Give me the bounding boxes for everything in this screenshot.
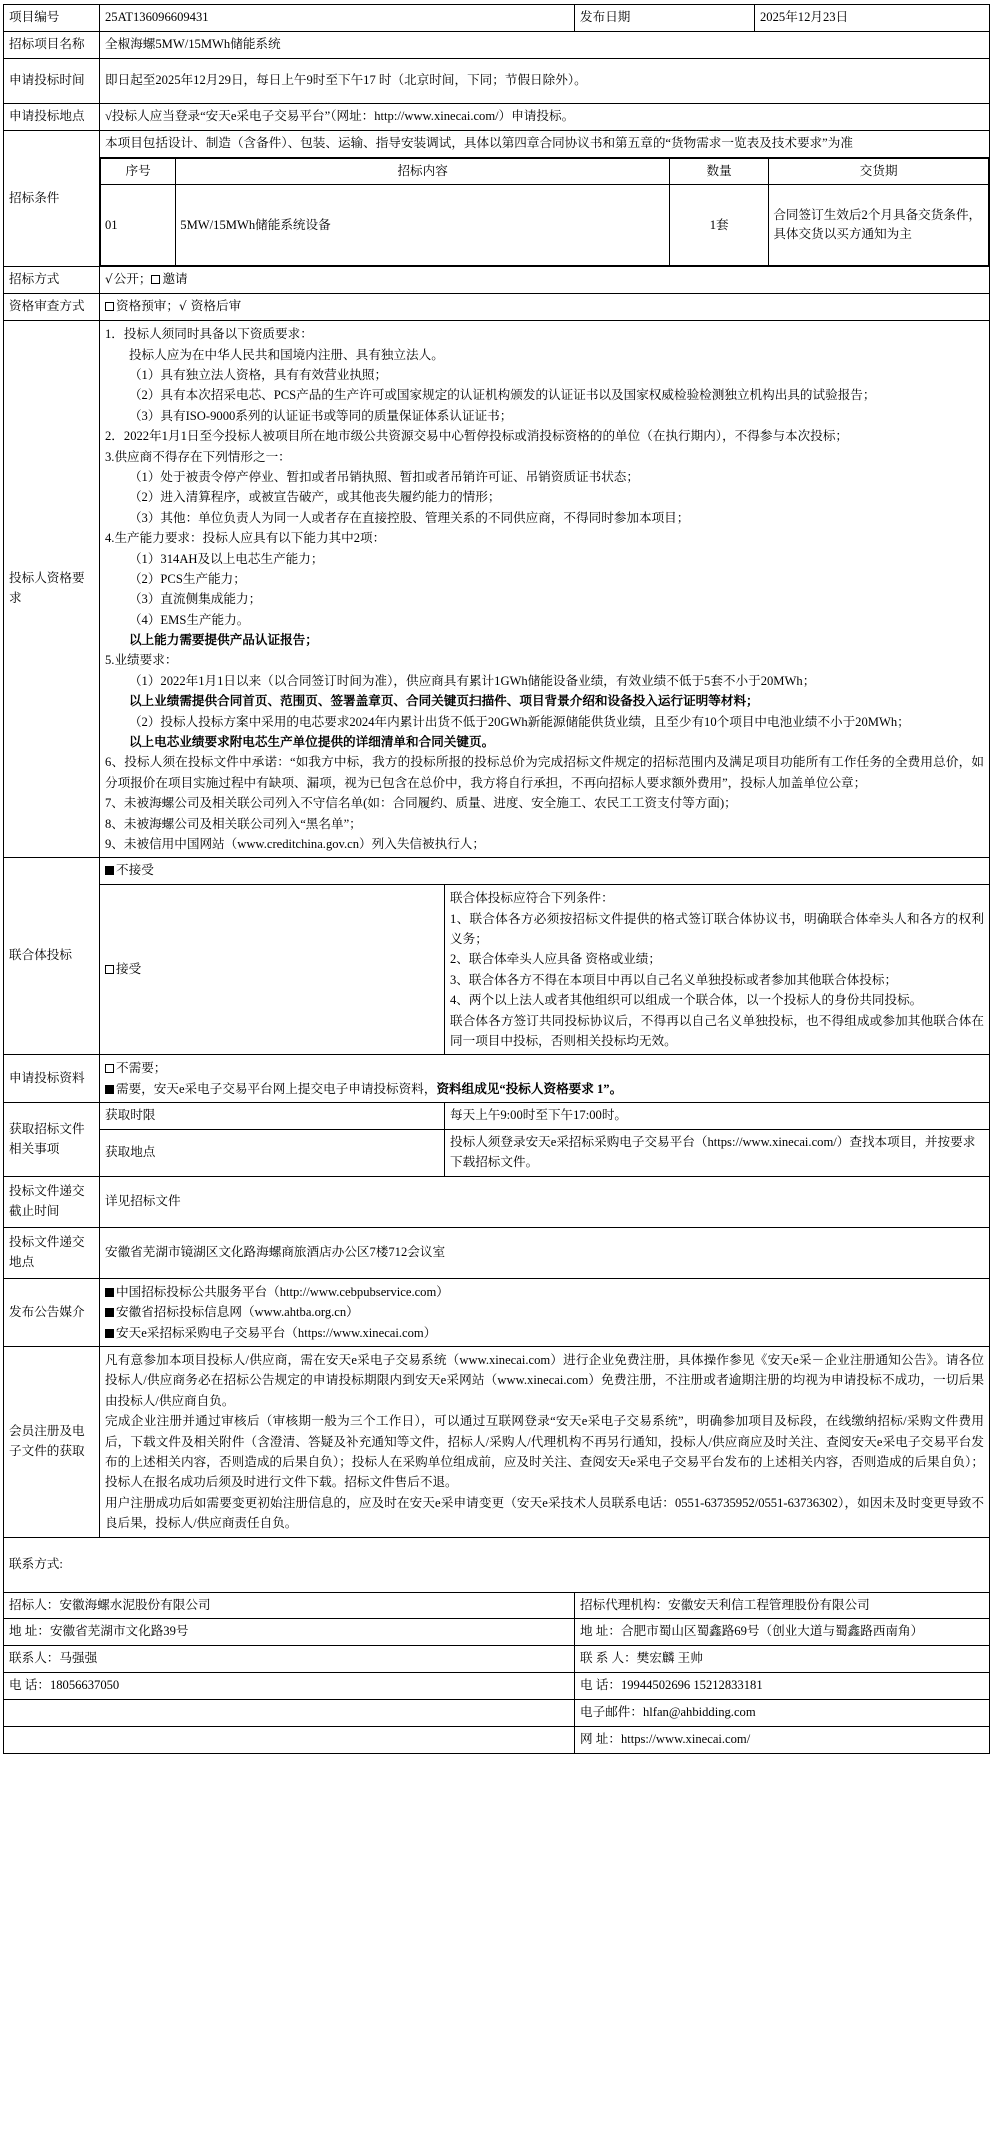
get-doc-time-label: 获取时限 <box>100 1103 445 1130</box>
contact-left-blank-2 <box>4 1727 575 1754</box>
checkbox-prequalification[interactable] <box>105 302 114 311</box>
qualification-item: 5.业绩要求： <box>105 653 178 668</box>
member-reg-paragraph: 用户注册成功后如需要变更初始注册信息的，应及时在安天e采申请变更（安天e采技术人员联系电话：0551-63735952/0551-63736302），如因未及时变更导致不良后果，投标人/供应商责任自负。 <box>105 1495 984 1531</box>
col-header-content: 招标内容 <box>176 158 670 185</box>
table-row-contact-org <box>4 1592 990 1619</box>
apply-docs-yes-bold: 资料组成见“投标人资格要求 1”。 <box>436 1081 623 1096</box>
qual-review-post-label: 资格后审 <box>190 299 242 314</box>
tender-item-qty: 1套 <box>669 185 768 266</box>
table-row-project-name <box>4 31 990 58</box>
table-row-joint-bidding-accept <box>4 885 990 1055</box>
qualification-item: （2）PCS生产能力； <box>128 571 246 586</box>
table-row-apply-time <box>4 58 990 103</box>
table-row-get-doc-place <box>4 1130 990 1177</box>
member-reg-paragraphs <box>105 1350 984 1534</box>
qualification-item: （1）处于被责令停产停业、暂扣或者吊销执照、暂扣或者吊销许可证、吊销资质证书状态； <box>128 469 639 484</box>
media-list <box>105 1282 984 1343</box>
joint-bidding-reject-cell <box>100 858 990 885</box>
checkbox-media-selected[interactable] <box>105 1308 114 1317</box>
joint-condition-item: 3、联合体各方不得在本项目中再以自己名义单独投标或者参加其他联合体投标； <box>450 972 898 987</box>
checkbox-docs-needed[interactable] <box>105 1085 114 1094</box>
member-reg-cell <box>100 1347 990 1538</box>
joint-condition-item: 4、两个以上法人或者其他组织可以组成一个联合体，以一个投标人的身份共同投标。 <box>450 993 923 1008</box>
project-no-value: 25AT136096609431 <box>100 5 575 32</box>
table-row-submit-deadline <box>4 1176 990 1227</box>
contact-left-person <box>4 1646 575 1673</box>
qualification-item: 7、未被海螺公司及相关联公司列入不守信名单(如：合同履约、质量、进度、安全施工、农民工工资支付等方面)； <box>105 796 737 811</box>
qualification-item: 3.供应商不得存在下列情形之一： <box>105 449 291 464</box>
qualification-item: （1）314AH及以上电芯生产能力； <box>128 551 324 566</box>
contact-left-org <box>4 1592 575 1619</box>
publish-date-value: 2025年12月23日 <box>755 5 990 32</box>
submit-place-value: 安徽省芜湖市镜湖区文化路海螺商旅酒店办公区7楼712会议室 <box>100 1227 990 1278</box>
tender-method-value <box>100 267 990 294</box>
table-row-contact-phone <box>4 1673 990 1700</box>
media-item <box>105 1282 984 1302</box>
contact-left-blank-1 <box>4 1700 575 1727</box>
col-header-no: 序号 <box>101 158 176 185</box>
table-row-member-reg <box>4 1347 990 1538</box>
tender-announcement-table <box>3 4 990 1754</box>
table-row-contact-person <box>4 1646 990 1673</box>
contact-left-phone-value: 18056637050 <box>49 1678 120 1693</box>
tender-item-no: 01 <box>101 185 176 266</box>
contact-left-phone-label: 电 话： <box>9 1678 50 1693</box>
media-item-label: 中国招标投标公共服务平台（http://www.cebpubservice.com） <box>116 1284 449 1299</box>
checkbox-invite[interactable] <box>151 275 160 284</box>
qualification-item: 9、未被信用中国网站（www.creditchina.gov.cn）列入失信被执行人； <box>105 837 485 851</box>
qualification-item: 以上能力需要提供产品认证报告； <box>128 633 318 648</box>
qualification-item: （1）具有独立法人资格，具有有效营业执照； <box>128 368 388 383</box>
table-row-qual-review <box>4 294 990 321</box>
joint-bidding-conditions-cell <box>445 885 990 1055</box>
qualification-item: （2）具有本次招采电芯、PCS产品的生产许可或国家规定的认证机构颁发的认证证书以及国家权威检验检测独立机构出具的试验报告； <box>128 388 876 403</box>
col-header-qty: 数量 <box>669 158 768 185</box>
bidder-qualification-list <box>105 324 984 854</box>
qualification-item: 以上业绩需提供合同首页、范围页、签署盖章页、合同关键页扫描件、项目背景介绍和设备投入运行证明等材料； <box>128 694 759 709</box>
tender-conditions-intro: 本项目包括设计、制造（含备件）、包装、运输、指导安装调试，具体以第四章合同协议书和第五章的“货物需求一览表及技术要求”为准 <box>100 131 989 158</box>
qual-review-label: 资格审查方式 <box>4 294 100 321</box>
table-row-apply-docs <box>4 1055 990 1103</box>
tender-method-invite-label: 邀请 <box>162 272 188 287</box>
qualification-item: （2）进入清算程序，或被宣告破产，或其他丧失履约能力的情形； <box>128 490 501 505</box>
submit-deadline-value: 详见招标文件 <box>100 1176 990 1227</box>
table-row-apply-place <box>4 103 990 130</box>
tender-item-delivery: 合同签订生效后2个月具备交货条件，具体交货以买方通知为主 <box>769 185 989 266</box>
table-row-tender-method <box>4 267 990 294</box>
contact-right-person-value: 樊宏麟 王帅 <box>636 1651 703 1666</box>
apply-docs-yes-line <box>105 1079 984 1099</box>
member-reg-paragraph: 完成企业注册并通过审核后（审核期一般为三个工作日），可以通过互联网登录“安天e采电子交易系统”，明确参加项目及标段，在线缴纳招标/采购文件费用后，下载文件及相关附件（含澄清、答疑及补充通知等文件，招标人/采购人/代理机构不再另行通知，投标人/供应商应及时关注、查阅安天e采电子交易平台发布的上述相关内容，否则造成的后果自负）；投标人在采购单位组成前，应及时关注、查阅安天e采电子交易平台发布的上述相关内容，否则造成的后果自负）；投标人在报名成功后须及时进行文件下载。招标文件售后不退。 <box>105 1414 984 1490</box>
table-row-submit-place <box>4 1227 990 1278</box>
tender-method-open-label: 公开； <box>113 272 152 287</box>
contact-right-person <box>575 1646 990 1673</box>
submit-place-label: 投标文件递交地点 <box>4 1227 100 1278</box>
apply-docs-no-line <box>105 1058 984 1078</box>
qualification-item: （3）直流侧集成能力； <box>128 592 262 607</box>
table-row-get-doc-time <box>4 1103 990 1130</box>
apply-docs-yes-prefix: 需要，安天e采电子交易平台网上提交电子申请投标资料， <box>116 1081 437 1096</box>
media-item-label: 安天e采招标采购电子交易平台（https://www.xinecai.com） <box>116 1325 437 1340</box>
qualification-item: （3）其他：单位负责人为同一人或者存在直接控股、管理关系的不同供应商，不得同时参加本项目； <box>128 510 690 525</box>
qualification-item: 6、投标人须在投标文件中承诺：“如我方中标，我方的投标所报的投标总价为完成招标文件规定的招标范围内及满足项目功能所有工作任务的全费用总价，如分项报价在项目实施过程中有缺项、漏项，视为已包含在总价中，我方将自行承担，不再向招标人要求额外费用”，投标人加盖单位公章； <box>105 755 984 790</box>
joint-accept-label: 接受 <box>116 961 142 976</box>
qualification-item: 2．2022年1月1日至今投标人被项目所在地市级公共资源交易中心暂停投标或消投标资格的的单位（在执行期内），不得参与本次投标； <box>105 429 849 444</box>
qualification-item: 以上电芯业绩要求附电芯生产单位提供的详细清单和合同关键页。 <box>128 735 495 750</box>
apply-time-value: 即日起至2025年12月29日，每日上午9时至下午17 时（北京时间，下同；节假日除外）。 <box>100 58 990 103</box>
col-header-delivery: 交货期 <box>769 158 989 185</box>
tender-conditions-label: 招标条件 <box>4 130 100 267</box>
get-doc-place-value: 投标人须登录安天e采招标采购电子交易平台（https://www.xinecai.com/）查找本项目，并按要求下载招标文件。 <box>445 1130 990 1177</box>
contact-right-email-value: hlfan@ahbidding.com <box>642 1705 756 1720</box>
joint-conditions-list <box>450 888 984 1051</box>
media-item <box>105 1323 984 1343</box>
check-tick-icon: √ <box>105 272 113 287</box>
tender-item-row <box>101 185 989 266</box>
table-row-bidder-qualification <box>4 321 990 858</box>
contact-right-address-label: 地 址： <box>580 1624 621 1639</box>
get-doc-place-label: 获取地点 <box>100 1130 445 1177</box>
qualification-item: 1．投标人须同时具备以下资质要求： <box>105 327 313 342</box>
checkbox-joint-reject[interactable] <box>105 866 114 875</box>
contact-right-org <box>575 1592 990 1619</box>
get-doc-label: 获取招标文件相关事项 <box>4 1103 100 1177</box>
checkbox-docs-not-needed[interactable] <box>105 1064 114 1073</box>
contact-right-person-label: 联 系 人： <box>580 1651 637 1666</box>
get-doc-time-value: 每天上午9:00时至下午17:00时。 <box>445 1103 990 1130</box>
joint-bidding-label: 联合体投标 <box>4 858 100 1055</box>
project-no-label: 项目编号 <box>4 5 100 32</box>
contact-left-phone <box>4 1673 575 1700</box>
apply-time-label: 申请投标时间 <box>4 58 100 103</box>
joint-condition-item: 1、联合体各方必须按招标文件提供的格式签订联合体协议书，明确联合体牵头人和各方的权利义务； <box>450 911 984 947</box>
media-item <box>105 1302 984 1322</box>
publish-date-label: 发布日期 <box>575 5 755 32</box>
media-cell <box>100 1278 990 1346</box>
joint-condition-item: 2、联合体牵头人应具备 资格或业绩； <box>450 952 661 967</box>
contact-right-phone-value: 19944502696 15212833181 <box>620 1678 763 1693</box>
contact-left-address-label: 地 址： <box>9 1624 50 1639</box>
checkbox-media-selected[interactable] <box>105 1288 114 1297</box>
media-label: 发布公告媒介 <box>4 1278 100 1346</box>
table-row-contact-email <box>4 1700 990 1727</box>
project-name-value: 全椒海螺5MW/15MWh储能系统 <box>100 31 990 58</box>
table-row-contact-website <box>4 1727 990 1754</box>
apply-place-value: √投标人应当登录“安天e采电子交易平台”（网址：http://www.xinecai.com/）申请投标。 <box>100 103 990 130</box>
tender-item-content: 5MW/15MWh储能系统设备 <box>176 185 670 266</box>
qualification-item: 8、未被海螺公司及相关联公司列入“黑名单”； <box>105 816 362 831</box>
apply-docs-label: 申请投标资料 <box>4 1055 100 1103</box>
tender-conditions-cell <box>100 130 990 267</box>
contact-left-person-value: 马强强 <box>59 1651 98 1666</box>
contact-right-website-value: https://www.xinecai.com/ <box>620 1732 751 1746</box>
table-row-project-no <box>4 5 990 32</box>
contact-left-person-label: 联系人： <box>9 1651 60 1666</box>
qualification-item: （3）具有ISO-9000系列的认证证书或等同的质量保证体系认证证书； <box>128 408 513 423</box>
table-row-media <box>4 1278 990 1346</box>
check-tick-icon: √ <box>178 299 187 314</box>
contact-right-org-label: 招标代理机构： <box>580 1597 669 1612</box>
contact-right-phone-label: 电 话： <box>580 1678 621 1693</box>
contact-left-address-value: 安徽省芜湖市文化路39号 <box>49 1624 189 1639</box>
project-name-label: 招标项目名称 <box>4 31 100 58</box>
qualification-item: （4）EMS生产能力。 <box>128 612 250 627</box>
joint-reject-label: 不接受 <box>116 863 154 878</box>
contact-right-email-label: 电子邮件： <box>580 1705 643 1720</box>
contact-right-address-value: 合肥市蜀山区蜀鑫路69号（创业大道与蜀鑫路西南角） <box>620 1624 924 1639</box>
table-row-tender-conditions <box>4 130 990 267</box>
apply-docs-cell <box>100 1055 990 1103</box>
qualification-item: （2）投标人投标方案中采用的电芯要求2024年内累计出货不低于20GWh新能源储能供货业绩，且至少有10个项目中电池业绩不小于20MWh； <box>128 714 910 729</box>
tender-items-table <box>100 158 989 267</box>
checkbox-media-selected[interactable] <box>105 1329 114 1338</box>
member-reg-paragraph: 凡有意参加本项目投标人/供应商，需在安天e采电子交易系统（www.xinecai.com）进行企业免费注册，具体操作参见《安天e采－企业注册通知公告》。请各位投标人/供应商务必在招标公告规定的申请投标期限内到安天e采网站（www.xinecai.com）免费注册，不注册或者逾期注册的均视为申请投标不成功，一切后果由投标人/供应商自负。 <box>105 1353 984 1408</box>
contact-left-org-label: 招标人： <box>9 1597 60 1612</box>
qual-review-pre-label: 资格预审； <box>116 299 179 314</box>
submit-deadline-label: 投标文件递交截止时间 <box>4 1176 100 1227</box>
media-item-label: 安徽省招标投标信息网（www.ahtba.org.cn） <box>116 1305 359 1320</box>
joint-bidding-accept-cell <box>100 885 445 1055</box>
tender-method-label: 招标方式 <box>4 267 100 294</box>
joint-condition-item: 联合体投标应符合下列条件： <box>450 891 614 906</box>
table-row-contact-address <box>4 1619 990 1646</box>
table-row-joint-bidding <box>4 858 990 885</box>
apply-place-label: 申请投标地点 <box>4 103 100 130</box>
qualification-item: 4.生产能力要求：投标人应具有以下能力其中2项： <box>105 531 386 546</box>
contact-left-org-value: 安徽海螺水泥股份有限公司 <box>59 1597 211 1612</box>
qual-review-value <box>100 294 990 321</box>
bidder-qualification-cell <box>100 321 990 858</box>
joint-condition-item: 联合体各方签订共同投标协议后，不得再以自己名义单独投标，也不得组成或参加其他联合体在同一项目中投标，否则相关投标均无效。 <box>450 1013 984 1049</box>
member-reg-label: 会员注册及电子文件的获取 <box>4 1347 100 1538</box>
contact-header: 联系方式: <box>4 1537 990 1592</box>
bidder-qualification-label: 投标人资格要求 <box>4 321 100 858</box>
qualification-item: 投标人应为在中华人民共和国境内注册、具有独立法人。 <box>128 347 444 362</box>
qualification-item: （1）2022年1月1日以来（以合同签订时间为准），供应商具有累计1GWh储能设备业绩，有效业绩不低于5套不小于20MWh； <box>128 673 816 688</box>
contact-right-website-label: 网 址： <box>580 1732 621 1746</box>
contact-right-email <box>575 1700 990 1727</box>
apply-docs-no-label: 不需要； <box>116 1061 167 1076</box>
checkbox-joint-accept[interactable] <box>105 965 114 974</box>
tender-items-header-row <box>101 158 989 185</box>
table-row-contact-header <box>4 1537 990 1592</box>
contact-right-address <box>575 1619 990 1646</box>
contact-right-website <box>575 1727 990 1754</box>
contact-left-address <box>4 1619 575 1646</box>
contact-right-phone <box>575 1673 990 1700</box>
contact-right-org-value: 安徽安天利信工程管理股份有限公司 <box>668 1597 870 1612</box>
